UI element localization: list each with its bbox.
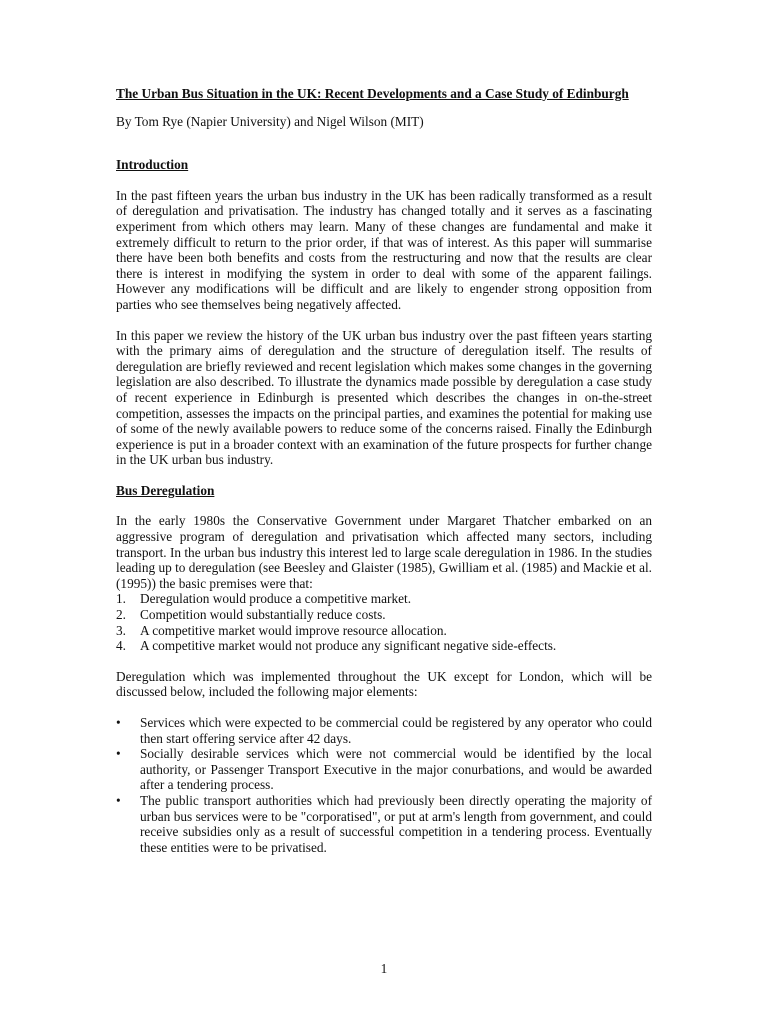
bullet-icon: •	[116, 746, 121, 762]
premises-list	[116, 591, 652, 653]
list-number: 2.	[116, 607, 126, 623]
list-item	[116, 623, 652, 639]
document-page	[116, 86, 652, 855]
section-heading-introduction: Introduction	[116, 157, 189, 173]
list-item-text: A competitive market would not produce any significant negative side-effects.	[140, 638, 557, 654]
bullet-icon: •	[116, 792, 121, 808]
list-item-text: A competitive market would improve resource allocation.	[140, 622, 447, 638]
section-heading-bus-deregulation: Bus Deregulation	[116, 482, 215, 498]
intro-paragraph-1: In the past fifteen years the urban bus industry in the UK has been radically transformed as a result of deregulation and privatisation. The industry has changed totally and it serves as a fascinating experiment from which others may learn. Many of these changes are fundamental and make it extremely difficult to return to the prior order, if that was of interest. As this paper will summarise there have been both benefits and costs from the restructuring and now that the results are clear there is interest in modifying the system in order to deal with some of the apparent failings. However any modifications will be difficult and are likely to engender strong opposition from parties who see themselves being negatively affected.	[116, 187, 652, 312]
list-number: 1.	[116, 591, 126, 607]
list-item	[116, 607, 652, 623]
list-number: 4.	[116, 638, 126, 654]
list-number: 3.	[116, 622, 126, 638]
list-item-text: Competition would substantially reduce costs.	[140, 607, 386, 623]
page-number: 1	[380, 961, 388, 976]
paper-authors: By Tom Rye (Napier University) and Nigel Wilson (MIT)	[116, 113, 424, 129]
list-item	[116, 746, 652, 793]
paper-title: The Urban Bus Situation in the UK: Recent Developments and a Case Study of Edinburgh	[116, 86, 629, 101]
list-item	[116, 793, 652, 855]
elements-list	[116, 715, 652, 855]
list-item	[116, 638, 652, 654]
deregulation-paragraph-1: In the early 1980s the Conservative Government under Margaret Thatcher embarked on an aggressive program of deregulation and privatisation which affected many sectors, including transport. In the urban bus industry this interest led to large scale deregulation in 1986. In the studies leading up to deregulation (see Beesley and Glaister (1985), Gwilliam et al. (1985) and Mackie et al.(1995)) the basic premises were that:	[116, 513, 652, 591]
list-item	[116, 715, 652, 746]
list-item-text: The public transport authorities which had previously been directly operating the majority of urban bus services were to be "corporatised", or put at arm's length from government, and could receive subsidies only as a result of successful competition in a tendering process. Eventually these entities were to be privatised.	[140, 792, 652, 855]
deregulation-paragraph-2: Deregulation which was implemented throughout the UK except for London, which will be discussed below, included the following major elements:	[116, 668, 652, 700]
list-item	[116, 591, 652, 607]
list-item-text: Services which were expected to be commercial could be registered by any operator who could then start offering service after 42 days.	[140, 715, 652, 746]
intro-paragraph-2: In this paper we review the history of the UK urban bus industry over the past fifteen years starting with the primary aims of deregulation and the structure of deregulation itself. The results of deregulation are briefly reviewed and recent legislation which makes some changes in the governing legislation are also described. To illustrate the dynamics made possible by deregulation a case study of recent experience in Edinburgh is presented which describes the changes in on-the-street competition, assesses the impacts on the principal parties, and examines the potential for making use of some of the newly available powers to reduce some of the concerns raised. Finally the Edinburgh experience is put in a broader context with an examination of the future prospects for further change in the UK urban bus industry.	[116, 327, 652, 468]
bullet-icon: •	[116, 715, 121, 730]
list-item-text: Deregulation would produce a competitive market.	[140, 591, 412, 607]
list-item-text: Socially desirable services which were not commercial would be identified by the local authority, or Passenger Transport Executive in the major conurbations, and would be awarded after a tendering process.	[140, 746, 652, 793]
